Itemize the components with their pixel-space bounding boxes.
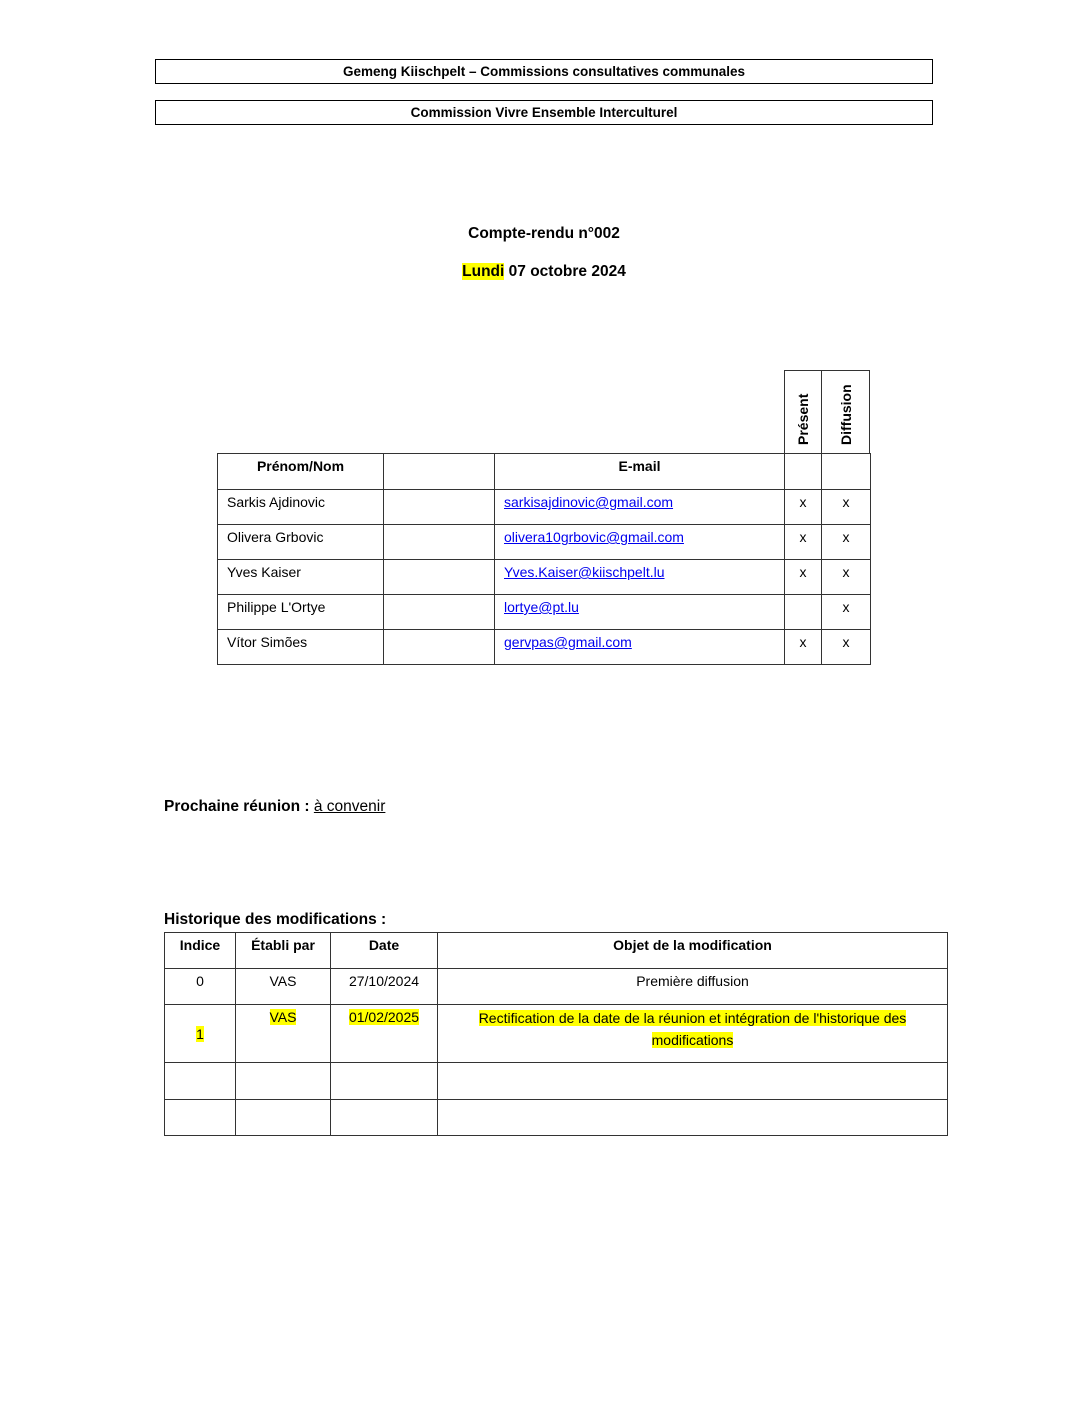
- diffusion-header-cell: [821, 370, 870, 453]
- present-mark: [785, 595, 822, 630]
- blank-cell: [384, 595, 495, 630]
- present-mark: x: [785, 525, 822, 560]
- next-meeting-label: Prochaine réunion :: [164, 798, 310, 815]
- indice-header: Indice: [165, 933, 236, 969]
- present-header: Présent: [795, 393, 811, 445]
- table-row: [218, 490, 871, 525]
- email-link[interactable]: Yves.Kaiser@kiischpelt.lu: [504, 564, 665, 580]
- table-row: [218, 595, 871, 630]
- object-header: Objet de la modification: [438, 933, 948, 969]
- blank-header: [384, 454, 495, 490]
- report-day: Lundi: [462, 263, 505, 280]
- member-name: Olivera Grbovic: [218, 525, 384, 560]
- municipality-header: Gemeng Kiischpelt – Commissions consultatives communales: [155, 59, 933, 84]
- email-link[interactable]: lortye@pt.lu: [504, 599, 579, 615]
- blank-cell: [384, 490, 495, 525]
- attendance-header-row: [218, 454, 871, 490]
- object-cell: Rectification de la date de la réunion et intégration de l'historique des modifications: [478, 1010, 907, 1048]
- member-name: Philippe L'Ortye: [218, 595, 384, 630]
- indice-cell: 1: [196, 1025, 204, 1042]
- email-header: E-mail: [495, 454, 785, 490]
- table-row: [218, 630, 871, 665]
- table-row: [218, 525, 871, 560]
- diffusion-mark: x: [822, 560, 871, 595]
- indice-cell: 0: [165, 969, 236, 1005]
- object-cell: Première diffusion: [438, 969, 948, 1005]
- present-col-blank: [785, 454, 822, 490]
- name-header: Prénom/Nom: [218, 454, 384, 490]
- diffusion-header: Diffusion: [837, 384, 854, 445]
- history-table: [164, 932, 948, 1136]
- blank-cell: [384, 630, 495, 665]
- table-row: [165, 1005, 948, 1063]
- diffusion-mark: x: [822, 630, 871, 665]
- commission-header: Commission Vivre Ensemble Interculturel: [155, 100, 933, 125]
- present-header-cell: [784, 370, 822, 453]
- email-link[interactable]: gervpas@gmail.com: [504, 634, 632, 650]
- table-row: [218, 560, 871, 595]
- present-mark: x: [785, 560, 822, 595]
- next-meeting-value: à convenir: [313, 798, 386, 815]
- next-meeting: [164, 798, 385, 816]
- by-cell: VAS: [269, 1009, 297, 1025]
- blank-cell: [384, 560, 495, 595]
- email-link[interactable]: sarkisajdinovic@gmail.com: [504, 494, 674, 510]
- table-row: [165, 969, 948, 1005]
- blank-cell: [384, 525, 495, 560]
- present-mark: x: [785, 490, 822, 525]
- diffusion-mark: x: [822, 525, 871, 560]
- diffusion-mark: x: [822, 490, 871, 525]
- member-name: Yves Kaiser: [218, 560, 384, 595]
- by-cell: VAS: [236, 969, 331, 1005]
- empty-row: [165, 1063, 948, 1100]
- email-link[interactable]: olivera10grbovic@gmail.com: [504, 529, 684, 545]
- by-header: Établi par: [236, 933, 331, 969]
- date-header: Date: [331, 933, 438, 969]
- attendance-table: [217, 453, 871, 665]
- diffusion-mark: x: [822, 595, 871, 630]
- history-header-row: [165, 933, 948, 969]
- date-cell: 27/10/2024: [331, 969, 438, 1005]
- diffusion-col-blank: [822, 454, 871, 490]
- report-date-text: 07 octobre 2024: [508, 263, 626, 280]
- date-cell: 01/02/2025: [348, 1009, 420, 1025]
- report-date: [0, 263, 1088, 281]
- member-name: Vítor Simões: [218, 630, 384, 665]
- history-title: Historique des modifications :: [164, 911, 387, 928]
- member-name: Sarkis Ajdinovic: [218, 490, 384, 525]
- empty-row: [165, 1100, 948, 1136]
- present-mark: x: [785, 630, 822, 665]
- report-number: Compte-rendu n°002: [468, 225, 620, 242]
